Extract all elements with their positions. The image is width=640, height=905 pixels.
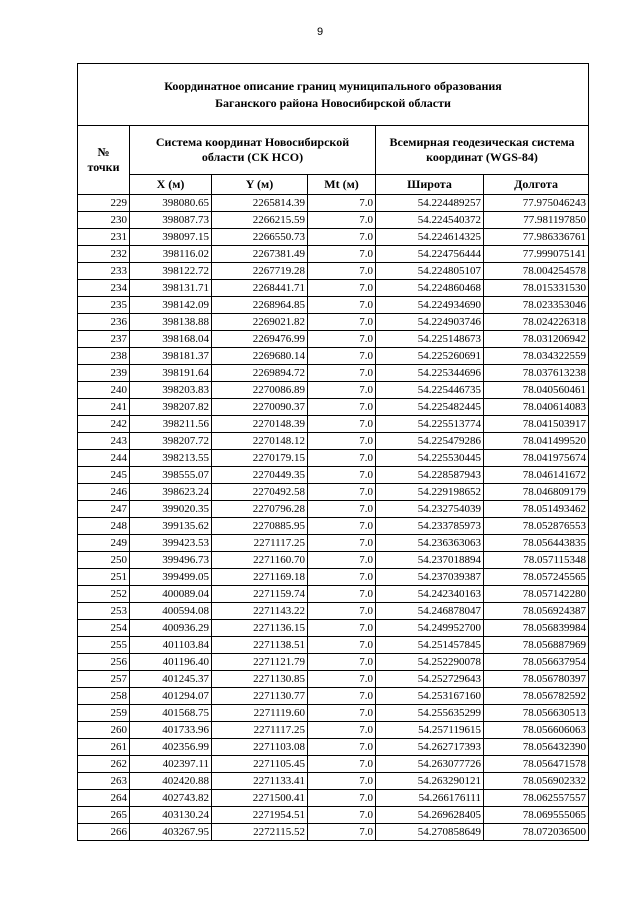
cell-mt: 7.0 xyxy=(308,824,376,841)
cell-mt: 7.0 xyxy=(308,603,376,620)
cell-mt: 7.0 xyxy=(308,484,376,501)
cell-x: 398555.07 xyxy=(130,467,212,484)
cell-latitude: 54.224860468 xyxy=(376,280,484,297)
cell-mt: 7.0 xyxy=(308,399,376,416)
cell-latitude: 54.225260691 xyxy=(376,348,484,365)
cell-y: 2269021.82 xyxy=(212,314,308,331)
cell-mt: 7.0 xyxy=(308,433,376,450)
table-row xyxy=(78,331,589,348)
cell-mt: 7.0 xyxy=(308,416,376,433)
cell-y: 2265814.39 xyxy=(212,195,308,212)
cell-y: 2271160.70 xyxy=(212,552,308,569)
cell-point-number: 238 xyxy=(78,348,130,365)
table-row xyxy=(78,246,589,263)
table-row xyxy=(78,501,589,518)
cell-x: 402743.82 xyxy=(130,790,212,807)
cell-point-number: 258 xyxy=(78,688,130,705)
cell-mt: 7.0 xyxy=(308,705,376,722)
cell-longitude: 78.023353046 xyxy=(484,297,589,314)
cell-point-number: 261 xyxy=(78,739,130,756)
table-row xyxy=(78,586,589,603)
table-row xyxy=(78,195,589,212)
table-body xyxy=(78,195,589,841)
cell-y: 2271103.08 xyxy=(212,739,308,756)
cell-x: 401568.75 xyxy=(130,705,212,722)
cell-longitude: 77.999075141 xyxy=(484,246,589,263)
cell-latitude: 54.263290121 xyxy=(376,773,484,790)
cell-point-number: 252 xyxy=(78,586,130,603)
header-latitude: Широта xyxy=(376,175,484,195)
header-sk-nso-line1: Система координат Новосибирской xyxy=(155,135,350,149)
cell-y: 2271130.85 xyxy=(212,671,308,688)
cell-y: 2271133.41 xyxy=(212,773,308,790)
header-y: Y (м) xyxy=(212,175,308,195)
cell-y: 2271130.77 xyxy=(212,688,308,705)
cell-mt: 7.0 xyxy=(308,739,376,756)
table-row xyxy=(78,739,589,756)
cell-mt: 7.0 xyxy=(308,773,376,790)
cell-latitude: 54.224540372 xyxy=(376,212,484,229)
cell-x: 400936.29 xyxy=(130,620,212,637)
cell-point-number: 230 xyxy=(78,212,130,229)
table-row xyxy=(78,263,589,280)
cell-point-number: 242 xyxy=(78,416,130,433)
cell-mt: 7.0 xyxy=(308,637,376,654)
cell-latitude: 54.225446735 xyxy=(376,382,484,399)
cell-point-number: 257 xyxy=(78,671,130,688)
table-row xyxy=(78,807,589,824)
table-row xyxy=(78,620,589,637)
cell-y: 2268964.85 xyxy=(212,297,308,314)
header-wgs84-line1: Всемирная геодезическая система xyxy=(389,135,575,149)
cell-latitude: 54.225148673 xyxy=(376,331,484,348)
table-row xyxy=(78,365,589,382)
cell-latitude: 54.242340163 xyxy=(376,586,484,603)
cell-mt: 7.0 xyxy=(308,807,376,824)
cell-x: 401294.07 xyxy=(130,688,212,705)
cell-longitude: 78.072036500 xyxy=(484,824,589,841)
cell-mt: 7.0 xyxy=(308,654,376,671)
cell-latitude: 54.263077726 xyxy=(376,756,484,773)
cell-latitude: 54.224614325 xyxy=(376,229,484,246)
cell-longitude: 78.052876553 xyxy=(484,518,589,535)
table-row xyxy=(78,722,589,739)
cell-x: 398207.82 xyxy=(130,399,212,416)
cell-longitude: 78.046141672 xyxy=(484,467,589,484)
cell-longitude: 78.040614083 xyxy=(484,399,589,416)
cell-x: 400594.08 xyxy=(130,603,212,620)
header-point-number-line2: точки xyxy=(87,160,120,174)
cell-x: 398122.72 xyxy=(130,263,212,280)
cell-mt: 7.0 xyxy=(308,790,376,807)
cell-mt: 7.0 xyxy=(308,195,376,212)
cell-longitude: 78.056606063 xyxy=(484,722,589,739)
cell-point-number: 251 xyxy=(78,569,130,586)
cell-point-number: 232 xyxy=(78,246,130,263)
cell-y: 2270179.15 xyxy=(212,450,308,467)
cell-mt: 7.0 xyxy=(308,280,376,297)
cell-longitude: 78.062557557 xyxy=(484,790,589,807)
cell-latitude: 54.225482445 xyxy=(376,399,484,416)
cell-y: 2271500.41 xyxy=(212,790,308,807)
cell-point-number: 229 xyxy=(78,195,130,212)
cell-mt: 7.0 xyxy=(308,467,376,484)
cell-point-number: 236 xyxy=(78,314,130,331)
cell-x: 402420.88 xyxy=(130,773,212,790)
cell-mt: 7.0 xyxy=(308,331,376,348)
cell-y: 2271143.22 xyxy=(212,603,308,620)
cell-x: 401245.37 xyxy=(130,671,212,688)
cell-y: 2269680.14 xyxy=(212,348,308,365)
table-row xyxy=(78,229,589,246)
cell-latitude: 54.269628405 xyxy=(376,807,484,824)
cell-y: 2267381.49 xyxy=(212,246,308,263)
cell-x: 398181.37 xyxy=(130,348,212,365)
cell-longitude: 78.057115348 xyxy=(484,552,589,569)
cell-point-number: 233 xyxy=(78,263,130,280)
cell-y: 2271954.51 xyxy=(212,807,308,824)
table-row xyxy=(78,773,589,790)
cell-point-number: 234 xyxy=(78,280,130,297)
header-x: X (м) xyxy=(130,175,212,195)
table-row xyxy=(78,314,589,331)
cell-longitude: 78.056432390 xyxy=(484,739,589,756)
cell-point-number: 265 xyxy=(78,807,130,824)
cell-x: 398138.88 xyxy=(130,314,212,331)
cell-y: 2269476.99 xyxy=(212,331,308,348)
header-point-number-line1: № xyxy=(97,145,110,159)
cell-longitude: 78.056782592 xyxy=(484,688,589,705)
cell-point-number: 250 xyxy=(78,552,130,569)
cell-latitude: 54.224489257 xyxy=(376,195,484,212)
table-row xyxy=(78,688,589,705)
table-row xyxy=(78,280,589,297)
cell-x: 399020.35 xyxy=(130,501,212,518)
cell-point-number: 247 xyxy=(78,501,130,518)
cell-mt: 7.0 xyxy=(308,552,376,569)
cell-point-number: 253 xyxy=(78,603,130,620)
cell-y: 2272115.52 xyxy=(212,824,308,841)
cell-longitude: 78.031206942 xyxy=(484,331,589,348)
cell-y: 2267719.28 xyxy=(212,263,308,280)
cell-x: 398131.71 xyxy=(130,280,212,297)
table-row xyxy=(78,637,589,654)
cell-x: 398116.02 xyxy=(130,246,212,263)
cell-x: 401733.96 xyxy=(130,722,212,739)
cell-longitude: 78.056443835 xyxy=(484,535,589,552)
cell-longitude: 78.004254578 xyxy=(484,263,589,280)
cell-longitude: 78.057245565 xyxy=(484,569,589,586)
cell-x: 398211.56 xyxy=(130,416,212,433)
cell-mt: 7.0 xyxy=(308,671,376,688)
cell-y: 2270492.58 xyxy=(212,484,308,501)
table-row xyxy=(78,654,589,671)
cell-mt: 7.0 xyxy=(308,382,376,399)
cell-latitude: 54.224934690 xyxy=(376,297,484,314)
cell-latitude: 54.255635299 xyxy=(376,705,484,722)
cell-point-number: 245 xyxy=(78,467,130,484)
cell-mt: 7.0 xyxy=(308,569,376,586)
cell-latitude: 54.246878047 xyxy=(376,603,484,620)
cell-latitude: 54.224903746 xyxy=(376,314,484,331)
cell-y: 2270796.28 xyxy=(212,501,308,518)
table-row xyxy=(78,790,589,807)
cell-latitude: 54.249952700 xyxy=(376,620,484,637)
table-row xyxy=(78,518,589,535)
cell-mt: 7.0 xyxy=(308,501,376,518)
cell-latitude: 54.266176111 xyxy=(376,790,484,807)
header-sk-nso xyxy=(130,126,376,175)
cell-latitude: 54.253167160 xyxy=(376,688,484,705)
cell-x: 399423.53 xyxy=(130,535,212,552)
cell-latitude: 54.233785973 xyxy=(376,518,484,535)
cell-latitude: 54.252729643 xyxy=(376,671,484,688)
cell-longitude: 78.046809179 xyxy=(484,484,589,501)
cell-mt: 7.0 xyxy=(308,518,376,535)
cell-point-number: 246 xyxy=(78,484,130,501)
table-row xyxy=(78,756,589,773)
cell-mt: 7.0 xyxy=(308,756,376,773)
cell-latitude: 54.270858649 xyxy=(376,824,484,841)
cell-x: 398097.15 xyxy=(130,229,212,246)
cell-longitude: 77.986336761 xyxy=(484,229,589,246)
table-row xyxy=(78,433,589,450)
table-row xyxy=(78,382,589,399)
cell-longitude: 78.041499520 xyxy=(484,433,589,450)
cell-x: 398203.83 xyxy=(130,382,212,399)
cell-y: 2271117.25 xyxy=(212,722,308,739)
cell-x: 398168.04 xyxy=(130,331,212,348)
cell-point-number: 266 xyxy=(78,824,130,841)
cell-point-number: 256 xyxy=(78,654,130,671)
cell-y: 2266215.59 xyxy=(212,212,308,229)
cell-x: 398080.65 xyxy=(130,195,212,212)
cell-longitude: 78.015331530 xyxy=(484,280,589,297)
cell-y: 2270090.37 xyxy=(212,399,308,416)
cell-x: 403267.95 xyxy=(130,824,212,841)
table-row xyxy=(78,467,589,484)
cell-longitude: 78.056630513 xyxy=(484,705,589,722)
cell-longitude: 78.056637954 xyxy=(484,654,589,671)
cell-y: 2271117.25 xyxy=(212,535,308,552)
cell-point-number: 260 xyxy=(78,722,130,739)
cell-mt: 7.0 xyxy=(308,212,376,229)
cell-mt: 7.0 xyxy=(308,348,376,365)
cell-longitude: 78.041975674 xyxy=(484,450,589,467)
cell-longitude: 78.034322559 xyxy=(484,348,589,365)
cell-point-number: 263 xyxy=(78,773,130,790)
cell-mt: 7.0 xyxy=(308,246,376,263)
cell-longitude: 78.024226318 xyxy=(484,314,589,331)
cell-latitude: 54.225530445 xyxy=(376,450,484,467)
cell-mt: 7.0 xyxy=(308,314,376,331)
cell-mt: 7.0 xyxy=(308,535,376,552)
cell-y: 2271138.51 xyxy=(212,637,308,654)
cell-y: 2266550.73 xyxy=(212,229,308,246)
cell-longitude: 78.056839984 xyxy=(484,620,589,637)
cell-point-number: 240 xyxy=(78,382,130,399)
cell-latitude: 54.224756444 xyxy=(376,246,484,263)
cell-y: 2270148.39 xyxy=(212,416,308,433)
cell-longitude: 78.056902332 xyxy=(484,773,589,790)
table-row xyxy=(78,705,589,722)
cell-point-number: 248 xyxy=(78,518,130,535)
cell-latitude: 54.257119615 xyxy=(376,722,484,739)
cell-longitude: 78.056471578 xyxy=(484,756,589,773)
cell-x: 403130.24 xyxy=(130,807,212,824)
cell-latitude: 54.225344696 xyxy=(376,365,484,382)
table-row xyxy=(78,399,589,416)
cell-y: 2271121.79 xyxy=(212,654,308,671)
table-title-line2: Баганского района Новосибирской области xyxy=(215,95,451,110)
cell-longitude: 78.056780397 xyxy=(484,671,589,688)
cell-point-number: 243 xyxy=(78,433,130,450)
table-title xyxy=(78,64,589,126)
cell-point-number: 239 xyxy=(78,365,130,382)
table-row xyxy=(78,484,589,501)
page-number: 9 xyxy=(316,26,324,38)
cell-longitude: 78.037613238 xyxy=(484,365,589,382)
cell-latitude: 54.225513774 xyxy=(376,416,484,433)
cell-mt: 7.0 xyxy=(308,263,376,280)
table-row xyxy=(78,603,589,620)
cell-x: 399496.73 xyxy=(130,552,212,569)
cell-y: 2268441.71 xyxy=(212,280,308,297)
header-mt: Mt (м) xyxy=(308,175,376,195)
cell-mt: 7.0 xyxy=(308,586,376,603)
cell-mt: 7.0 xyxy=(308,722,376,739)
cell-point-number: 237 xyxy=(78,331,130,348)
cell-x: 398142.09 xyxy=(130,297,212,314)
cell-mt: 7.0 xyxy=(308,229,376,246)
cell-y: 2271119.60 xyxy=(212,705,308,722)
cell-latitude: 54.262717393 xyxy=(376,739,484,756)
cell-longitude: 78.056887969 xyxy=(484,637,589,654)
table-row xyxy=(78,671,589,688)
cell-point-number: 241 xyxy=(78,399,130,416)
cell-point-number: 231 xyxy=(78,229,130,246)
cell-point-number: 264 xyxy=(78,790,130,807)
cell-latitude: 54.237018894 xyxy=(376,552,484,569)
table-row xyxy=(78,348,589,365)
table-row xyxy=(78,212,589,229)
cell-y: 2271105.45 xyxy=(212,756,308,773)
cell-longitude: 78.056924387 xyxy=(484,603,589,620)
cell-x: 401196.40 xyxy=(130,654,212,671)
cell-y: 2269894.72 xyxy=(212,365,308,382)
cell-y: 2270885.95 xyxy=(212,518,308,535)
cell-latitude: 54.224805107 xyxy=(376,263,484,280)
cell-x: 400089.04 xyxy=(130,586,212,603)
cell-point-number: 249 xyxy=(78,535,130,552)
cell-longitude: 78.041503917 xyxy=(484,416,589,433)
table-row xyxy=(78,569,589,586)
cell-point-number: 262 xyxy=(78,756,130,773)
cell-x: 398623.24 xyxy=(130,484,212,501)
cell-point-number: 254 xyxy=(78,620,130,637)
cell-y: 2271136.15 xyxy=(212,620,308,637)
cell-y: 2271159.74 xyxy=(212,586,308,603)
cell-y: 2270449.35 xyxy=(212,467,308,484)
cell-latitude: 54.236363063 xyxy=(376,535,484,552)
cell-x: 398213.55 xyxy=(130,450,212,467)
coordinates-table xyxy=(77,63,589,841)
cell-longitude: 78.051493462 xyxy=(484,501,589,518)
header-sk-nso-line2: области (СК НСО) xyxy=(201,150,304,164)
cell-x: 399135.62 xyxy=(130,518,212,535)
cell-x: 402397.11 xyxy=(130,756,212,773)
cell-x: 398191.64 xyxy=(130,365,212,382)
table-row xyxy=(78,297,589,314)
header-wgs84-line2: координат (WGS-84) xyxy=(426,150,538,164)
cell-y: 2271169.18 xyxy=(212,569,308,586)
cell-x: 399499.05 xyxy=(130,569,212,586)
cell-x: 401103.84 xyxy=(130,637,212,654)
table-row xyxy=(78,416,589,433)
cell-y: 2270148.12 xyxy=(212,433,308,450)
table-row xyxy=(78,824,589,841)
cell-latitude: 54.225479286 xyxy=(376,433,484,450)
table-title-line1: Координатное описание границ муниципального образования xyxy=(164,78,502,93)
cell-latitude: 54.251457845 xyxy=(376,637,484,654)
cell-point-number: 244 xyxy=(78,450,130,467)
cell-mt: 7.0 xyxy=(308,620,376,637)
cell-mt: 7.0 xyxy=(308,450,376,467)
cell-longitude: 78.057142280 xyxy=(484,586,589,603)
header-point-number xyxy=(78,126,130,195)
cell-point-number: 259 xyxy=(78,705,130,722)
table-row xyxy=(78,535,589,552)
cell-latitude: 54.237039387 xyxy=(376,569,484,586)
table-row xyxy=(78,552,589,569)
table-row xyxy=(78,450,589,467)
cell-longitude: 77.981197850 xyxy=(484,212,589,229)
cell-latitude: 54.228587943 xyxy=(376,467,484,484)
cell-mt: 7.0 xyxy=(308,365,376,382)
cell-latitude: 54.252290078 xyxy=(376,654,484,671)
cell-x: 398087.73 xyxy=(130,212,212,229)
cell-mt: 7.0 xyxy=(308,688,376,705)
cell-latitude: 54.229198652 xyxy=(376,484,484,501)
cell-y: 2270086.89 xyxy=(212,382,308,399)
cell-latitude: 54.232754039 xyxy=(376,501,484,518)
header-longitude: Долгота xyxy=(484,175,589,195)
cell-longitude: 78.040560461 xyxy=(484,382,589,399)
cell-x: 398207.72 xyxy=(130,433,212,450)
cell-mt: 7.0 xyxy=(308,297,376,314)
header-wgs84 xyxy=(376,126,589,175)
cell-point-number: 255 xyxy=(78,637,130,654)
cell-point-number: 235 xyxy=(78,297,130,314)
cell-longitude: 77.975046243 xyxy=(484,195,589,212)
cell-x: 402356.99 xyxy=(130,739,212,756)
cell-longitude: 78.069555065 xyxy=(484,807,589,824)
